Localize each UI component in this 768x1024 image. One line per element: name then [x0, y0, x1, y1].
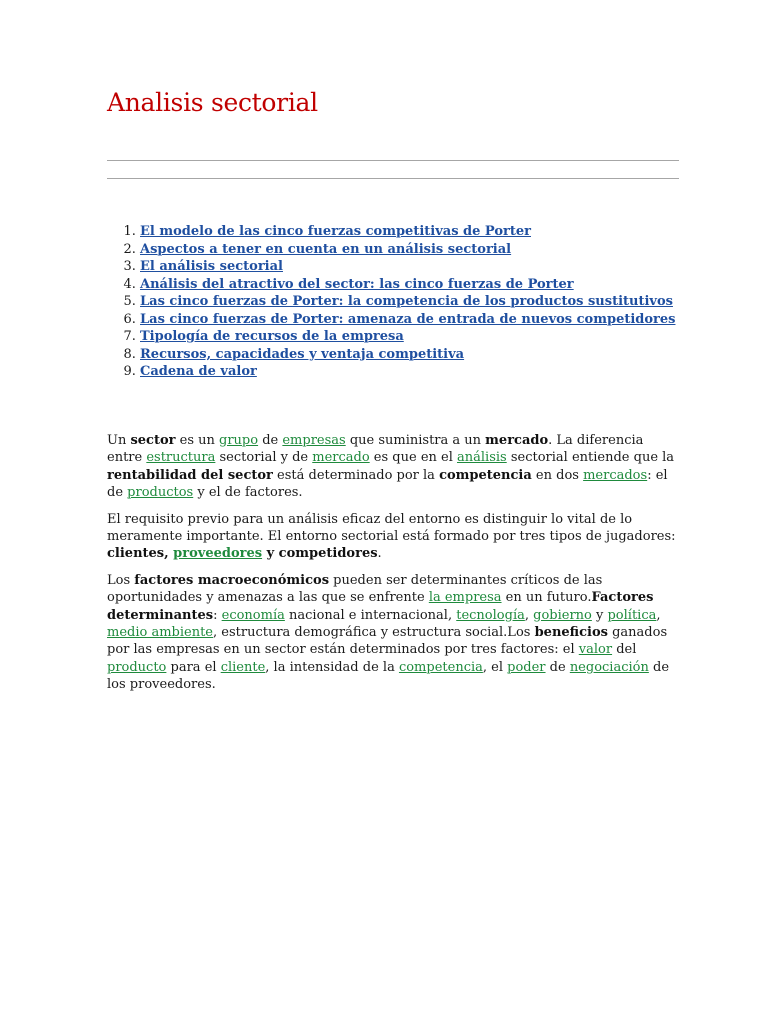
text: está determinado por la: [272, 467, 440, 483]
toc-item: [140, 223, 679, 241]
table-of-contents: [107, 223, 679, 381]
text: pueden ser determinantes críticos de las oportunidades y amenazas a las que se enfrente: [107, 572, 603, 606]
link-producto[interactable]: producto: [107, 659, 167, 675]
toc-item: [140, 346, 679, 364]
paragraph-factores: [107, 572, 679, 694]
toc-item: [140, 258, 679, 276]
text: y: [591, 607, 608, 623]
term-factores-determinantes: Factores determinantes: [107, 590, 654, 623]
toc-link-aspectos[interactable]: Aspectos a tener en cuenta en un análisis sectorial: [140, 241, 512, 257]
text: sectorial entiende que la: [506, 450, 675, 466]
article-body: [107, 432, 679, 703]
text: , la intensidad de la: [265, 659, 399, 675]
toc-link-nuevos-competidores[interactable]: Las cinco fuerzas de Porter: amenaza de entrada de nuevos competidores: [140, 311, 676, 327]
text: es que en el: [369, 450, 458, 466]
link-poder[interactable]: poder: [507, 659, 546, 675]
link-economia[interactable]: economía: [221, 607, 285, 623]
link-tecnologia[interactable]: tecnología: [456, 607, 525, 623]
term-competencia: competencia: [439, 467, 532, 483]
toc-link-recursos[interactable]: Recursos, capacidades y ventaja competitiva: [140, 346, 465, 362]
term-competidores: y competidores: [262, 546, 378, 562]
toc-link-cinco-fuerzas[interactable]: El modelo de las cinco fuerzas competitivas de Porter: [140, 224, 531, 239]
link-gobierno[interactable]: gobierno: [533, 607, 592, 623]
divider-top: [107, 160, 679, 161]
text: El requisito previo para un análisis eficaz del entorno es distinguir lo vital de lo meramente importante. El entorno sectorial está formado por tres tipos de jugadores:: [107, 511, 676, 545]
text: .: [377, 546, 382, 562]
text: :: [213, 607, 222, 623]
page-title: Analisis sectorial: [107, 88, 318, 117]
text: Un: [107, 433, 131, 448]
text: que suministra a un: [345, 433, 486, 448]
text: de: [258, 433, 283, 448]
term-beneficios: beneficios: [534, 625, 608, 641]
link-la-empresa[interactable]: la empresa: [428, 590, 502, 606]
text: en dos: [531, 467, 584, 483]
term-sector: sector: [130, 433, 176, 448]
paragraph-entorno: [107, 511, 679, 563]
toc-link-atractivo[interactable]: Análisis del atractivo del sector: las cinco fuerzas de Porter: [140, 276, 574, 292]
text: ganados por las empresas en un sector están determinados por tres factores: el: [107, 625, 668, 658]
text: ,: [656, 607, 661, 623]
link-mercados[interactable]: mercados: [583, 467, 648, 483]
text: del: [612, 642, 637, 658]
text: y el de factores.: [193, 485, 303, 501]
term-rentabilidad: rentabilidad del sector: [107, 467, 273, 483]
link-grupo[interactable]: grupo: [219, 433, 259, 448]
link-mercado[interactable]: mercado: [312, 450, 370, 466]
link-estructura[interactable]: estructura: [146, 450, 216, 466]
link-empresas[interactable]: empresas: [282, 433, 346, 448]
toc-link-sustitutivos[interactable]: Las cinco fuerzas de Porter: la competencia de los productos sustitutivos: [140, 294, 673, 309]
link-competencia[interactable]: competencia: [398, 659, 483, 675]
link-proveedores[interactable]: proveedores: [173, 546, 263, 562]
term-mercado: mercado: [485, 433, 549, 448]
text: de: [545, 659, 570, 675]
toc-item: [140, 311, 679, 329]
term-clientes: clientes,: [107, 546, 174, 562]
text: , estructura demográfica y estructura social.Los: [213, 625, 535, 641]
link-medio-ambiente[interactable]: medio ambiente: [107, 625, 213, 641]
text: de los proveedores.: [107, 659, 670, 693]
text: es un: [175, 433, 220, 448]
toc-item: [140, 293, 679, 311]
toc-link-cadena-valor[interactable]: Cadena de valor: [140, 364, 257, 379]
paragraph-sector: [107, 432, 679, 502]
text: en un futuro.: [501, 590, 592, 606]
term-factores-macro: factores macroeconómicos: [134, 572, 330, 588]
text: para el: [166, 659, 221, 675]
text: Los: [107, 572, 135, 588]
link-analisis[interactable]: análisis: [457, 450, 507, 466]
toc-item: [140, 363, 679, 381]
text: . La diferencia entre: [107, 433, 644, 466]
toc-link-tipologia[interactable]: Tipología de recursos de la empresa: [140, 329, 404, 344]
text: sectorial y de: [215, 450, 313, 466]
divider-bottom: [107, 178, 679, 179]
text: nacional e internacional,: [284, 607, 457, 623]
link-valor[interactable]: valor: [578, 642, 613, 658]
text: , el: [482, 659, 508, 675]
toc-item: [140, 241, 679, 259]
link-negociacion[interactable]: negociación: [569, 659, 649, 675]
toc-item: [140, 328, 679, 346]
link-productos[interactable]: productos: [127, 485, 194, 501]
toc-item: [140, 276, 679, 294]
link-cliente[interactable]: cliente: [220, 659, 266, 675]
link-politica[interactable]: política: [607, 607, 657, 623]
text: : el de: [107, 467, 668, 501]
toc-link-analisis-sectorial[interactable]: El análisis sectorial: [140, 259, 283, 274]
text: ,: [524, 607, 534, 623]
